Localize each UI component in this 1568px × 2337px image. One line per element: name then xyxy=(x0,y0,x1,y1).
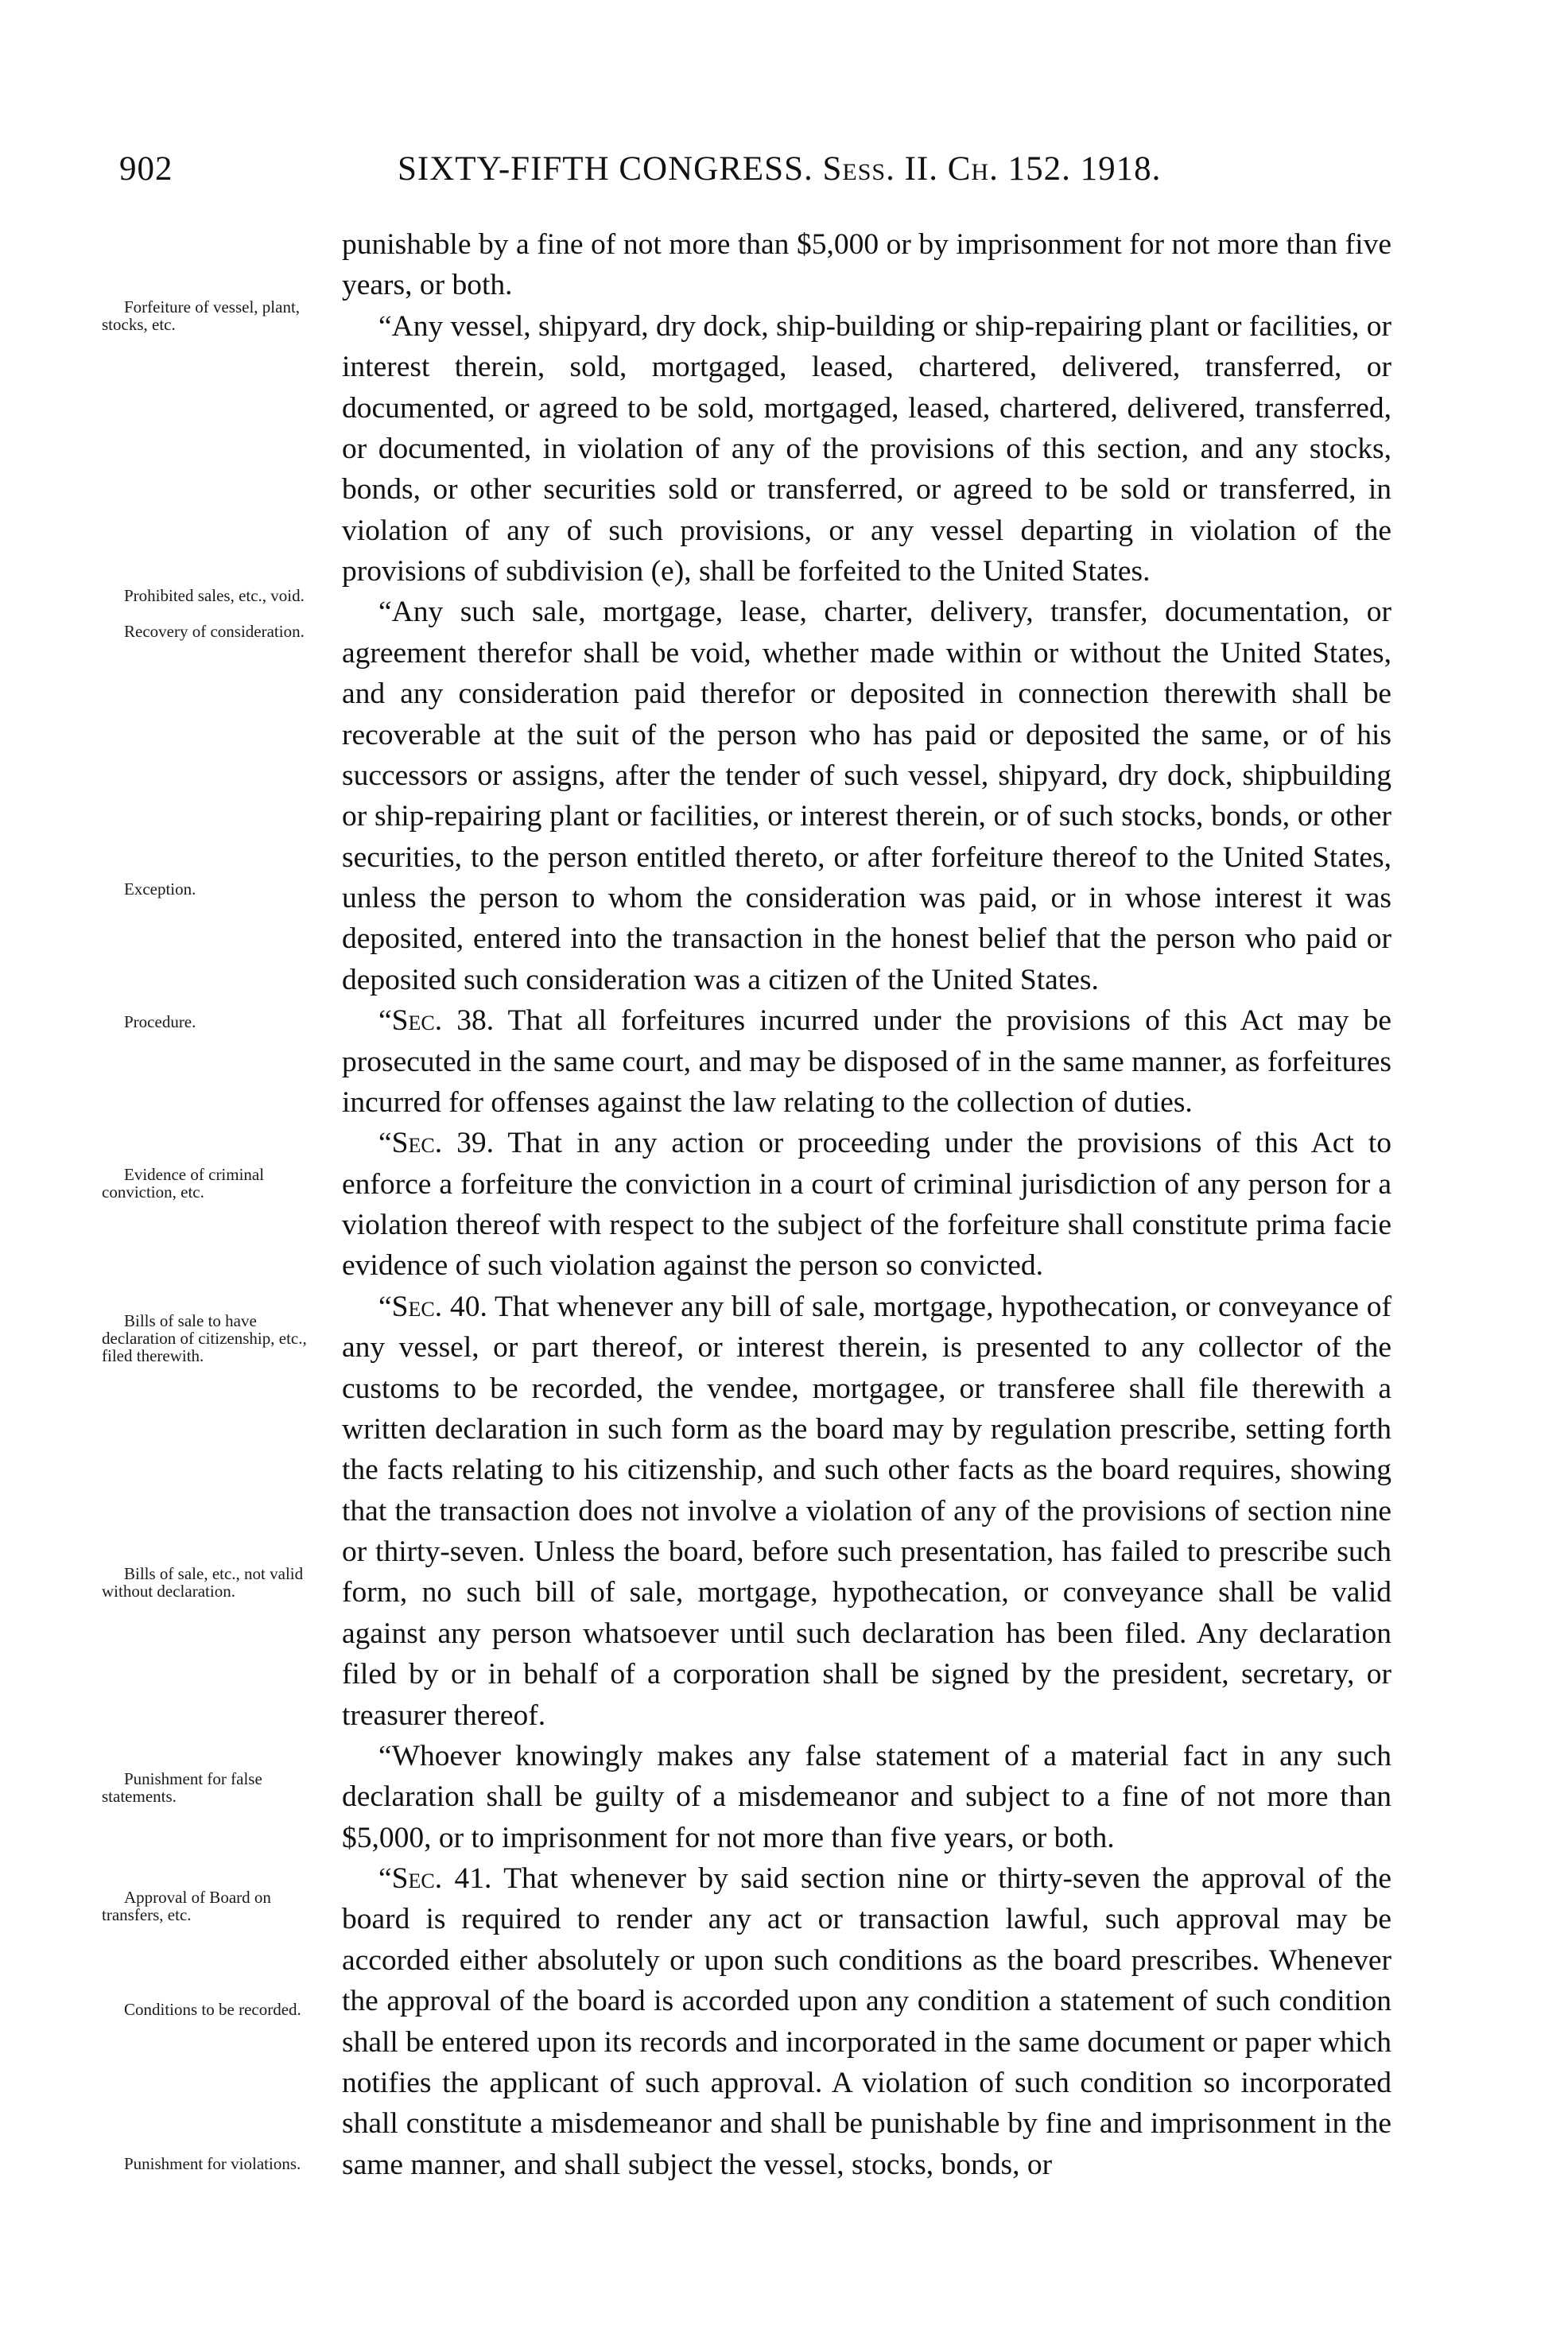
margin-note: Evidence of criminal conviction, etc. xyxy=(102,1165,265,1202)
paragraph-void-sales: “Any such sale, mortgage, lease, charter, delivery, transfer, documentation, or agreement therefor shall be void, whether made within or without the United States, and any consideration paid therefor or deposited in connection therewith shall be recoverable at the suit of the person who has paid or deposited the same, or of his successors or assigns, after the tender of such vessel, shipyard, dry dock, shipbuilding or ship-repairing plant or facilities, or interest therein, or of such stocks, bonds, or other securities, to the person entitled thereto, or after forfeiture thereof to the United States, unless the person to whom the consideration was paid, or in whose interest it was deposited, entered into the transaction in the honest belief that the person who paid or deposited such consideration was a citizen of the United States. xyxy=(342,596,1391,996)
section-text: 39. That in any action or proceeding under the provisions of this Act to enforce a forfeiture the conviction in a court of criminal jurisdiction of any person for a violation thereof with respect to the subject of the forfeiture shall constitute prima facie evidence of such violation against the person so convicted. xyxy=(342,1127,1391,1283)
page-number: 902 xyxy=(119,150,173,188)
paragraph-continuation: punishable by a fine of not more than $5,000 or by imprisonment for not more than five years, or both. xyxy=(342,228,1391,302)
paragraph-sec-39 xyxy=(342,1123,1391,1287)
margin-note: Procedure. xyxy=(124,1012,196,1031)
page-header xyxy=(119,149,1391,197)
chapter-number: 152. xyxy=(1007,150,1071,188)
margin-note: Recovery of consideration. xyxy=(124,622,305,641)
congress-title: SIXTY-FIFTH CONGRESS. xyxy=(398,150,813,188)
quote-mark: “ xyxy=(378,1127,392,1160)
chapter-label: Ch. xyxy=(947,150,999,188)
session-number: II. xyxy=(904,150,938,188)
paragraph-forfeiture: “Any vessel, shipyard, dry dock, ship-building or ship-repairing plant or facilities, or interest therein, sold, mortgaged, leased, chartered, delivered, transferred, or documented, or agreed to be sold, mortgaged, leased, chartered, delivered, transferred, or documented, in violation of any of the provisions of this section, and any stocks, bonds, or other securities sold or transferred, or agreed to be sold or transferred, in violation of any of such provisions, or any vessel departing in violation of the provisions of subdivision (e), shall be forfeited to the United States. xyxy=(342,309,1391,588)
section-label: Sec. xyxy=(391,1290,443,1323)
margin-note: Exception. xyxy=(124,879,196,899)
session-label: Sess. xyxy=(822,150,895,188)
margin-note: Bills of sale, etc., not valid without declaration. xyxy=(102,1564,304,1601)
paragraph-sec-41 xyxy=(342,1858,1391,2185)
paragraph-sec-40 xyxy=(342,1287,1391,1736)
margin-note: Punishment for violations. xyxy=(124,2154,301,2173)
margin-note: Approval of Board on transfers, etc. xyxy=(102,1888,271,1925)
section-label: Sec. xyxy=(391,1127,443,1160)
margin-note: Prohibited sales, etc., void. xyxy=(124,586,305,605)
section-label: Sec. xyxy=(391,1004,443,1038)
paragraph-false-statements: “Whoever knowingly makes any false statement of a material fact in any such declaration shall be guilty of a misdemeanor and subject to a fine of not more than $5,000, or to imprisonment for not more than five years, or both. xyxy=(342,1739,1391,1854)
section-text: 38. That all forfeitures incurred under the provisions of this Act may be prosecuted in the same court, and may be disposed of in the same manner, as forfeitures incurred for offenses against the law relating to the collection of duties. xyxy=(342,1004,1391,1119)
section-text: 41. That whenever by said section nine or thirty-seven the approval of the board is required to render any act or transaction lawful, such approval may be accorded either absolutely or upon such conditions as the board prescribes. Whenever the approval of the board is accorded upon any condition a statement of such condition shall be entered upon its records and incorporated in the same document or paper which notifies the applicant of such approval. A violation of such condition so incorporated shall constitute a misdemeanor and shall be punishable by fine and imprisonment in the same manner, and shall subject the vessel, stocks, bonds, or xyxy=(342,1862,1391,2181)
section-text: 40. That whenever any bill of sale, mortgage, hypothecation, or conveyance of any vessel, or part thereof, or interest therein, is presented to any collector of the customs to be recorded, the vendee, mortgagee, or transferee shall file therewith a written declaration in such form as the board may by regulation prescribe, setting forth the facts relating to his citizenship, and such other facts as the board requires, showing that the transaction does not involve a violation of any of the provisions of section nine or thirty-seven. Unless the board, before such presentation, has failed to prescribe such form, no such bill of sale, mortgage, hypothecation, or conveyance shall be valid against any person whatsoever until such declaration has been filed. Any declaration filed by or in behalf of a corporation shall be signed by the president, secretary, or treasurer thereof. xyxy=(342,1290,1391,1732)
quote-mark: “ xyxy=(378,1004,392,1038)
body-text xyxy=(342,224,1391,2185)
margin-note: Punishment for false statements. xyxy=(102,1769,262,1807)
quote-mark: “ xyxy=(378,1862,392,1895)
margin-note: Bills of sale to have declaration of citizenship, etc., filed therewith. xyxy=(102,1311,307,1366)
running-head xyxy=(398,149,1161,188)
section-label: Sec. xyxy=(391,1862,443,1895)
year: 1918. xyxy=(1080,150,1162,188)
margin-note: Conditions to be recorded. xyxy=(124,2000,301,2019)
margin-note: Forfeiture of vessel, plant, stocks, etc. xyxy=(102,297,301,335)
quote-mark: “ xyxy=(378,1290,392,1323)
paragraph-sec-38 xyxy=(342,1000,1391,1123)
